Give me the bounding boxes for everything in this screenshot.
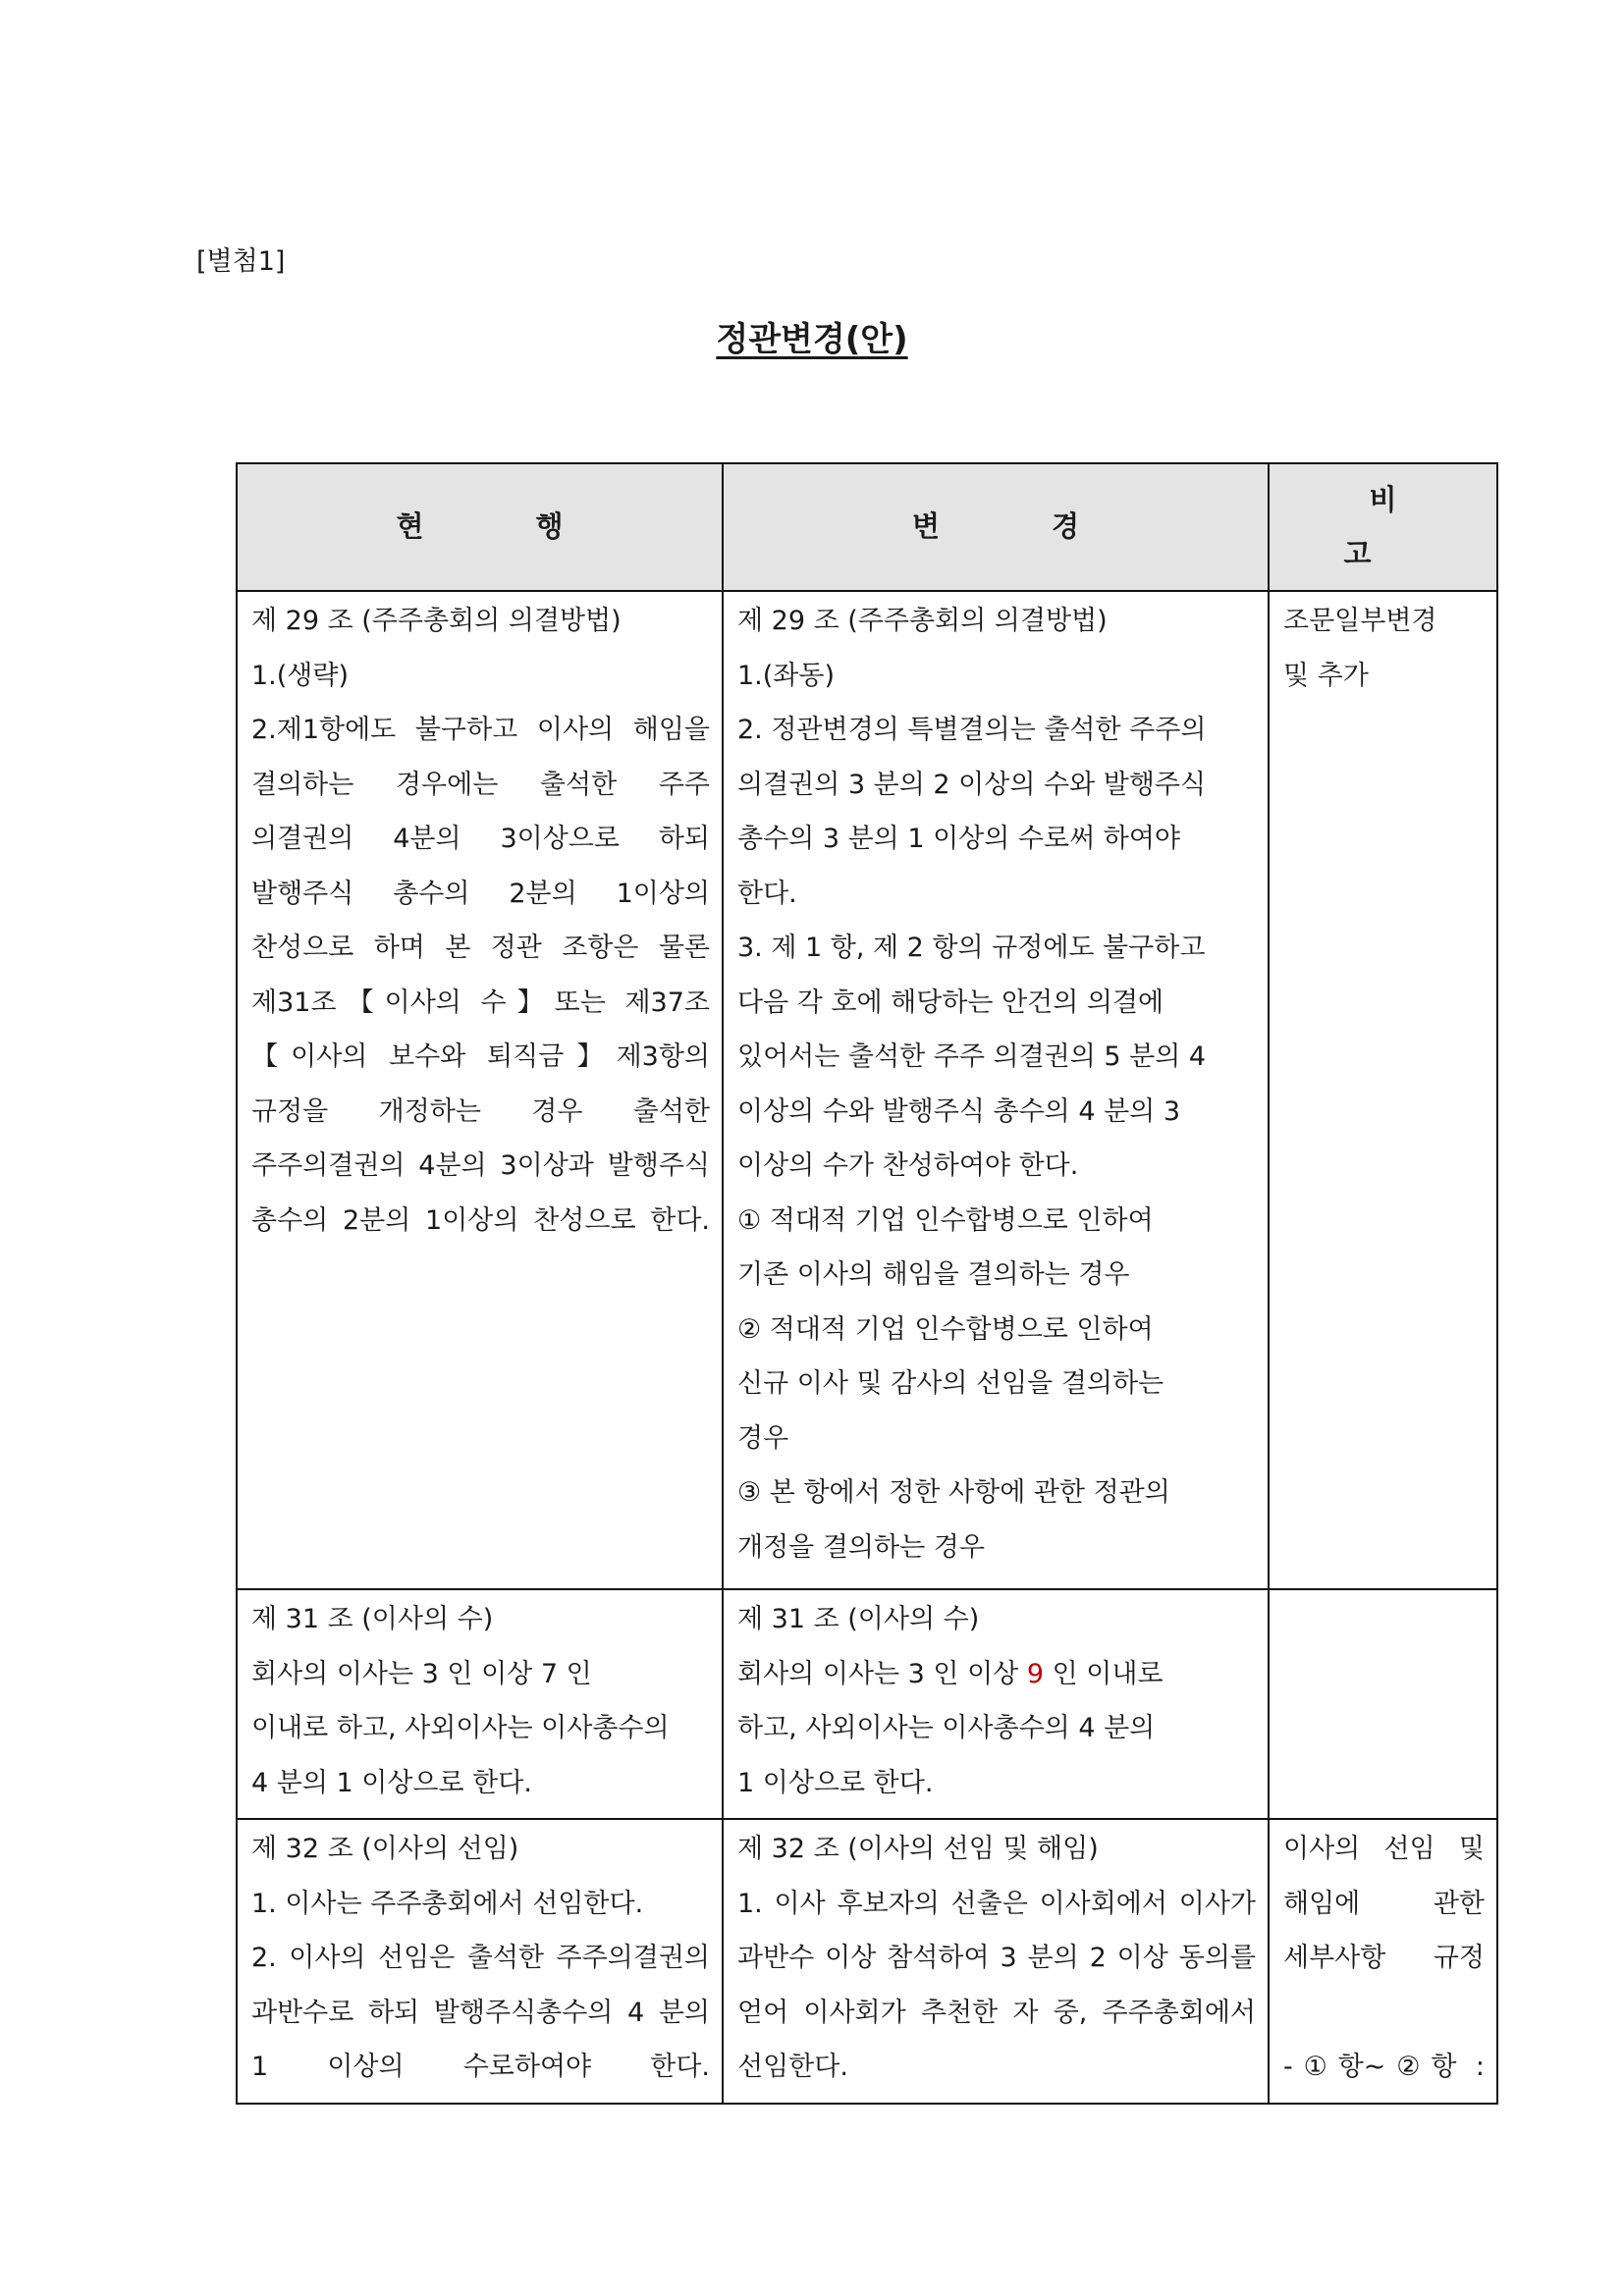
article-title: 제 31 조 (이사의 수) xyxy=(251,1604,494,1634)
current-cell xyxy=(237,591,723,1589)
clause-text: 1. 이사 후보자의 선출은 이사회에서 이사가 과반수 이상 참석하여 3 분의 2 이상 동의를 얻어 이사회가 추천한 자 중, 주주총회에서 선임한다. xyxy=(737,1888,1256,2082)
clause-text: 총수의 3 분의 1 이상의 수로써 하여야 xyxy=(737,824,1180,854)
table-header-row xyxy=(237,463,1497,591)
clause-text: 3. 제 1 항, 제 2 항의 규정에도 불구하고 xyxy=(737,933,1206,963)
remark-text: -①항~②항 : xyxy=(1283,2051,1485,2082)
clause-text: ① 적대적 기업 인수합병으로 인하여 xyxy=(737,1204,1154,1236)
remarks-cell xyxy=(1269,591,1497,1589)
header-changed: 변 경 xyxy=(723,463,1269,591)
clause-text: ③ 본 항에서 정한 사항에 관한 정관의 xyxy=(737,1477,1170,1508)
article-title: 제 32 조 (이사의 선임 및 해임) xyxy=(737,1834,1099,1864)
clause-text: 1.(생략) xyxy=(251,660,349,691)
clause-text: 4 분의 1 이상으로 한다. xyxy=(251,1767,532,1798)
clause-text: 이상의 수와 발행주식 총수의 4 분의 3 xyxy=(737,1095,1180,1127)
remarks-cell xyxy=(1269,1589,1497,1819)
remark-text: 조문일부변경 xyxy=(1283,606,1437,636)
changed-cell xyxy=(723,591,1269,1589)
changed-cell xyxy=(723,1819,1269,2104)
remark-text: 및 추가 xyxy=(1283,660,1369,691)
clause-text: 경우 xyxy=(737,1422,789,1454)
clause-text xyxy=(737,1647,1256,1702)
clause-text: 이내로 하고, 사외이사는 이사총수의 xyxy=(251,1713,670,1743)
clause-text: 2.제1항에도 불구하고 이사의 해임을 결의하는 경우에는 출석한 주주 의결권의 4분의 3이상으로 하되 발행주식 총수의 2분의 1이상의 찬성으로 하며 본 정관 조항은 물론 제31조【이사의 수】또는 제37조【이사의 보수와 퇴직금】제3항의 규정을 개정하는 경우 출석한 주주의결권의 4분의 3이상과 발행주식 총수의 2분의 1이상의 찬성으로 한다. xyxy=(251,715,710,1236)
clause-text: 의결권의 3 분의 2 이상의 수와 발행주식 xyxy=(737,769,1207,800)
current-cell xyxy=(237,1589,723,1819)
current-cell xyxy=(237,1819,723,2104)
table-row xyxy=(237,1819,1497,2104)
clause-text: 개정을 결의하는 경우 xyxy=(737,1531,985,1563)
clause-text-post: 인 이내로 xyxy=(1044,1658,1164,1689)
table-row xyxy=(237,1589,1497,1819)
remarks-cell xyxy=(1269,1819,1497,2104)
clause-text: 다음 각 호에 해당하는 안건의 의결에 xyxy=(737,987,1164,1018)
clause-text: 1 이상으로 한다. xyxy=(737,1767,934,1798)
remark-text: 이사의 선임 및 해임에 관한 세부사항 규정 xyxy=(1283,1834,1485,1973)
attachment-label: [별첨1] xyxy=(196,246,286,277)
header-remarks: 비 고 xyxy=(1269,463,1497,591)
clause-text: 있어서는 출석한 주주 의결권의 5 분의 4 xyxy=(737,1041,1207,1072)
article-title: 제 29 조 (주주총회의 의결방법) xyxy=(737,606,1108,636)
clause-text: 이상의 수가 찬성하여야 한다. xyxy=(737,1150,1079,1181)
clause-text: 1.(좌동) xyxy=(737,660,835,691)
clause-text: 한다. xyxy=(737,878,797,909)
clause-text: 2. 이사의 선임은 출석한 주주의결권의 과반수로 하되 발행주식총수의 4 분의 1 이상의 수로하여야 한다. xyxy=(251,1943,710,2082)
clause-text: 하고, 사외이사는 이사총수의 4 분의 xyxy=(737,1713,1156,1743)
clause-text: 신규 이사 및 감사의 선임을 결의하는 xyxy=(737,1368,1164,1399)
clause-text: 회사의 이사는 3 인 이상 7 인 xyxy=(251,1658,592,1689)
document-title: 정관변경(안) xyxy=(716,320,908,359)
changed-cell xyxy=(723,1589,1269,1819)
changed-number-highlight: 9 xyxy=(1026,1658,1045,1689)
clause-text: 1. 이사는 주주총회에서 선임한다. xyxy=(251,1888,644,1919)
article-title: 제 32 조 (이사의 선임) xyxy=(251,1834,519,1864)
article-title: 제 29 조 (주주총회의 의결방법) xyxy=(251,606,622,636)
article-title: 제 31 조 (이사의 수) xyxy=(737,1604,980,1634)
clause-text: 2. 정관변경의 특별결의는 출석한 주주의 xyxy=(737,715,1207,745)
table-row xyxy=(237,591,1497,1589)
amendment-table xyxy=(236,462,1498,2105)
clause-text: 기존 이사의 해임을 결의하는 경우 xyxy=(737,1259,1130,1290)
clause-text: ② 적대적 기업 인수합병으로 인하여 xyxy=(737,1313,1154,1345)
header-current: 현 행 xyxy=(237,463,723,591)
clause-text-pre: 회사의 이사는 3 인 이상 xyxy=(737,1658,1027,1689)
